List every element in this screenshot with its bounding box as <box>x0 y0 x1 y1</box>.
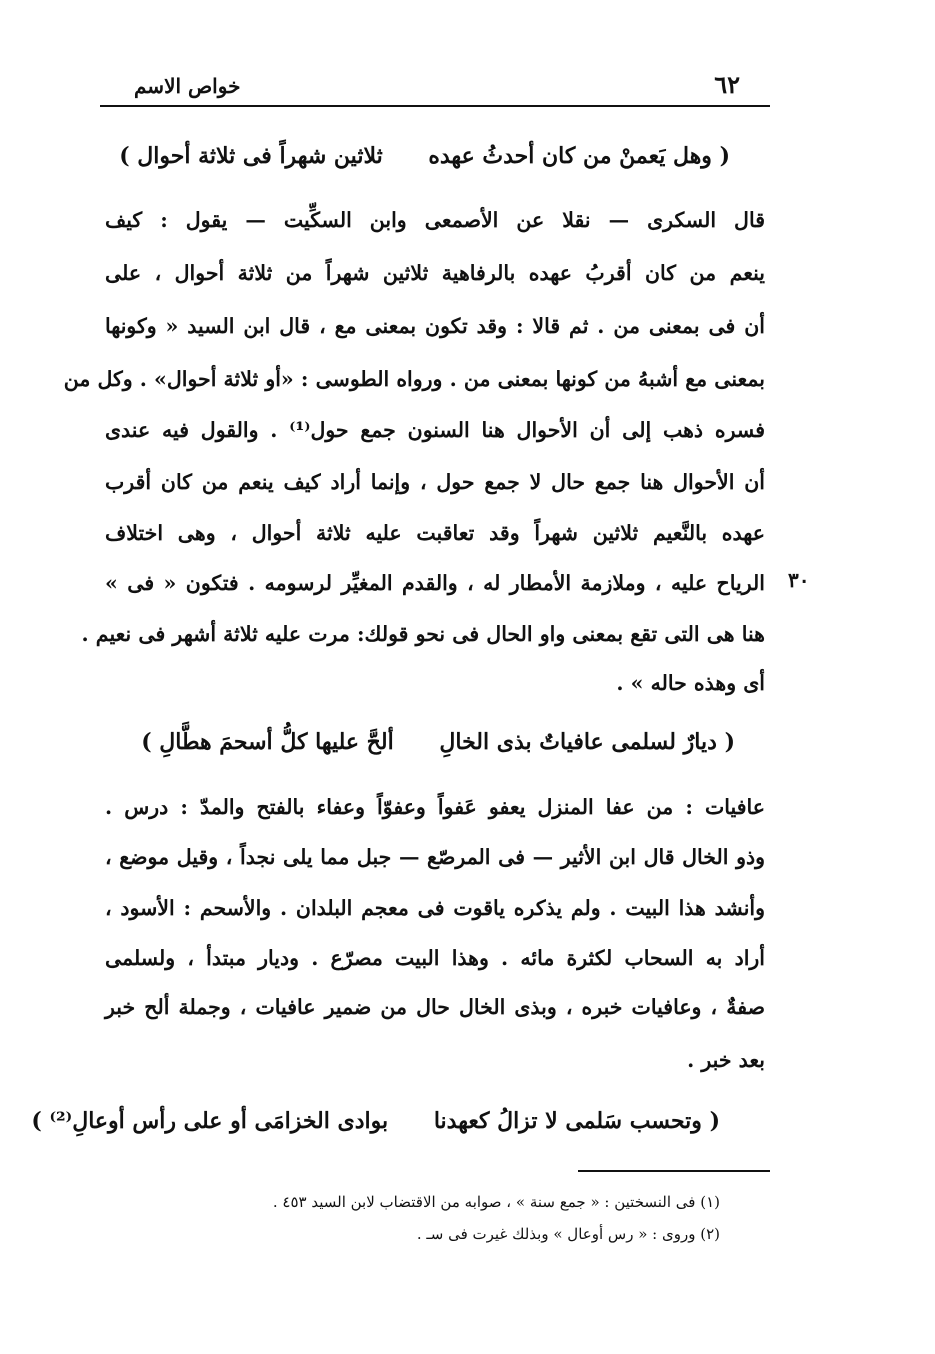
running-title: خواص الاسم <box>134 74 241 98</box>
footnote-rule <box>578 1170 770 1172</box>
verse-2-hemistich-1: ( ديارٌ لسلمى عافياتٌ بذى الخالِ <box>439 729 735 755</box>
margin-line-number: ٣٠ <box>788 568 810 592</box>
text-line: فسره ذهب إلى أن الأحوال هنا السنون جمع حول⁽¹⁾ . والقول فيه عندى <box>105 418 765 442</box>
commentary-paragraph-1 <box>63 208 765 695</box>
verse-3 <box>31 1108 720 1134</box>
footnote-1: (١) فى النسختين : « جمع سنة » ، صوابه من الاقتضاب لابن السيد ٤٥٣ . <box>272 1193 720 1211</box>
verse-3-hemistich-2: بوادى الخزامَى أو على رأس أوعالِ⁽²⁾ ) <box>31 1108 389 1134</box>
text-line: عهده بالنَّعيم ثلاثين شهراً وقد تعاقبت عليه ثلاثة أحوال ، وهى اختلاف <box>105 521 765 545</box>
text-line: وذو الخال قال ابن الأثير — فى المرصّع — جبل مما يلى نجداً ، وقيل موضع ، <box>105 845 765 869</box>
text-line: ينعم من كان أقربُ عهده بالرفاهية ثلاثين شهراً من ثلاثة أحوال ، على <box>105 261 765 285</box>
text-line: أن فى بمعنى من . ثم قالا : وقد تكون بمعنى مع ، قال ابن السيد « وكونها <box>105 314 765 338</box>
verse-1-hemistich-1: ( وهل يَعمنْ من كان أحدثُ عهده <box>428 143 730 169</box>
text-line: قال السكرى — نقلا عن الأصمعى وابن السكِّيت — يقول : كيف <box>105 208 765 232</box>
commentary-paragraph-2 <box>105 795 765 1095</box>
verse-2 <box>141 729 735 755</box>
page-header <box>100 70 770 102</box>
text-line: أراد به السحاب لكثرة مائه . وهذا البيت مصرّع . وديار مبتدأ ، ولسلمى <box>105 946 765 970</box>
verse-1 <box>119 143 730 169</box>
page-number: ٦٢ <box>714 70 740 99</box>
text-line: صفةٌ ، وعافيات خبره ، وبذى الخال حال من ضمير عافيات ، وجملة ألح خبر <box>105 995 765 1019</box>
text-line: هنا هى التى تقع بمعنى واو الحال فى نحو قولك: مرت عليه ثلاثة أشهر فى نعيم . <box>81 622 765 646</box>
verse-3-hemistich-1: ( وتحسب سَلمى لا تزالُ كعهدنا <box>433 1108 720 1134</box>
header-rule <box>100 105 770 107</box>
footnote-2: (٢) وروى : « رس أوعال » وبذلك غيرت فى سـ . <box>416 1225 720 1243</box>
verse-2-hemistich-2: ألحَّ عليها كلُّ أسحمَ هطَّالِ ) <box>141 729 394 755</box>
text-line: الرياح عليه ، وملازمة الأمطار له ، والقدم المغيِّر لرسومه . فتكون « فى » <box>105 571 765 595</box>
text-line: بمعنى مع أشبهُ من كونها بمعنى من . ورواه الطوسى : «أو ثلاثة أحوال» . وكل من <box>63 367 765 391</box>
verse-1-hemistich-2: ثلاثين شهراً فى ثلاثة أحوال ) <box>119 143 383 169</box>
text-line: وأنشد هذا البيت . ولم يذكره ياقوت فى معجم البلدان . والأسحم : الأسود ، <box>105 896 765 920</box>
text-line: أن الأحوال هنا جمع حال لا جمع حول ، وإنما أراد كيف ينعم من كان أقرب <box>105 470 765 494</box>
text-line: أى وهذه حاله » . <box>616 671 765 695</box>
text-line: عافيات : من عفا المنزل يعفو عَفواً وعفوّاً وعفاء بالفتح والمدّ : درس . <box>105 795 765 819</box>
text-line: بعد خبر . <box>687 1048 765 1072</box>
